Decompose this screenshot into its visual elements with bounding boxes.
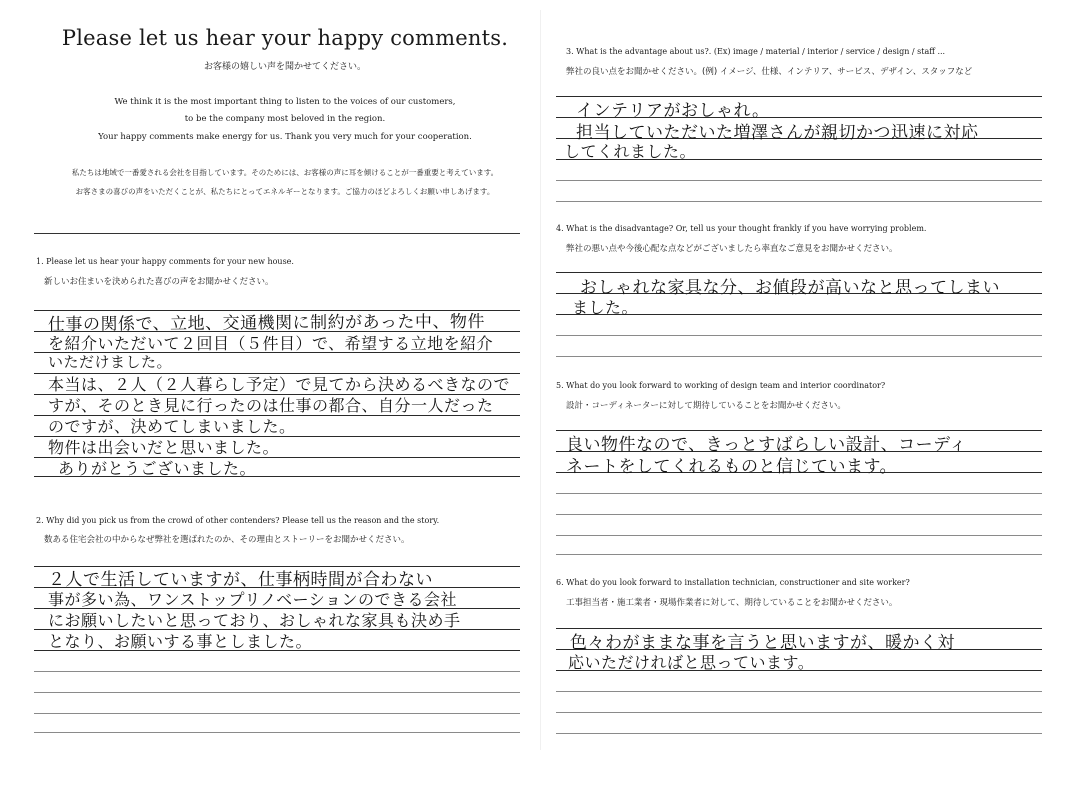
answer-1-line: ありがとうございました。	[58, 459, 257, 478]
answer-1-line: を紹介いただいて２回目（５件目）で、希望する立地を紹介	[48, 334, 494, 353]
question-4-ja: 弊社の悪い点や今後心配な点などがございましたら率直なご意見をお聞かせください。	[566, 244, 898, 254]
answer-1-line: 物件は出会いだと思いました。	[48, 438, 280, 457]
answer-2-line: となり、お願いする事としました。	[48, 632, 313, 651]
answer-3-line: インテリアがおしゃれ。	[576, 101, 770, 121]
intro-line: Your happy comments make energy for us. Thank you very much for your cooperation.	[98, 132, 472, 142]
answer-6-line: 色々わがままな事を言うと思いますが、暖かく対	[570, 633, 955, 653]
answer-1-line: いただけました。	[48, 353, 173, 371]
question-2-en: 2. Why did you pick us from the crowd of other contenders? Please tell us the reason and the story.	[36, 516, 440, 525]
answer-1-line: 仕事の関係で、立地、交通機関に制約があった中、物件	[47, 311, 485, 335]
question-3-en: 3. What is the advantage about us?. (Ex) image / material / interior / service / design / staff ...	[566, 47, 946, 56]
question-3-ja: 弊社の良い点をお聞かせください。(例) イメージ、仕様、インテリア、サービス、デザイン、スタッフなど	[566, 67, 973, 77]
answer-4-line: ました。	[572, 298, 639, 317]
answer-6-line: 応いただければと思っています。	[568, 653, 815, 672]
question-5-en: 5. What do you look forward to working of design team and interior coordinator?	[556, 381, 886, 390]
answer-5-line: 良い物件なので、きっとすばらしい設計、コーディ	[566, 435, 967, 455]
answer-3-line: 担当していただいた増澤さんが親切かつ迅速に対応	[576, 123, 979, 143]
question-6-en: 6. What do you look forward to installation technician, constructioner and site worker?	[556, 578, 910, 587]
page-divider	[540, 10, 541, 750]
answer-2-line: 事が多い為、ワンストップリノベーションのできる会社	[48, 590, 457, 609]
intro-line: to be the company most beloved in the region.	[184, 114, 386, 124]
answer-1-line: すが、そのとき見に行ったのは仕事の都合、自分一人だった	[48, 396, 494, 415]
answer-3-line: してくれました。	[564, 142, 697, 161]
answer-5-line: ネートをしてくれるものと信じています。	[566, 457, 898, 477]
intro-line-ja: 私たちは地域で一番愛される会社を目指しています。そのためには、お客様の声に耳を傾けることが一番重要と考えています。	[71, 168, 499, 177]
answer-4-line: おしゃれな家具な分、お値段が高いなと思ってしまい	[580, 278, 1000, 298]
intro-line: We think it is the most important thing to listen to the voices of our customers,	[114, 97, 456, 107]
page-title: Please let us hear your happy comments.	[61, 26, 509, 50]
question-6-ja: 工事担当者・施工業者・現場作業者に対して、期待していることをお聞かせください。	[566, 598, 898, 608]
question-5-ja: 設計・コーディネーターに対して期待していることをお聞かせください。	[566, 401, 846, 411]
question-1-en: 1. Please let us hear your happy comments for your new house.	[36, 257, 294, 266]
page-subtitle: お客様の嬉しい声を聞かせてください。	[203, 62, 366, 72]
answer-1-line: のですが、決めてしまいました。	[48, 417, 296, 436]
answer-2-line: にお願いしたいと思っており、おしゃれな家具も決め手	[48, 611, 461, 630]
question-4-en: 4. What is the disadvantage? Or, tell us your thought frankly if you have worrying problem.	[556, 224, 927, 233]
answer-2-line: ２人で生活していますが、仕事柄時間が合わない	[48, 570, 433, 590]
answer-1-line: 本当は、２人（２人暮らし予定）で見てから決めるべきなので	[48, 375, 511, 394]
question-2-ja: 数ある住宅会社の中からなぜ弊社を選ばれたのか、その理由とストーリーをお聞かせください。	[44, 535, 410, 545]
question-1-ja: 新しいお住まいを決められた喜びの声をお聞かせください。	[44, 277, 274, 287]
intro-line-ja: お客さまの喜びの声をいただくことが、私たちにとってエネルギーとなります。ご協力のほどよろしくお願い申しあげます。	[75, 187, 495, 196]
header-separator	[34, 233, 520, 234]
